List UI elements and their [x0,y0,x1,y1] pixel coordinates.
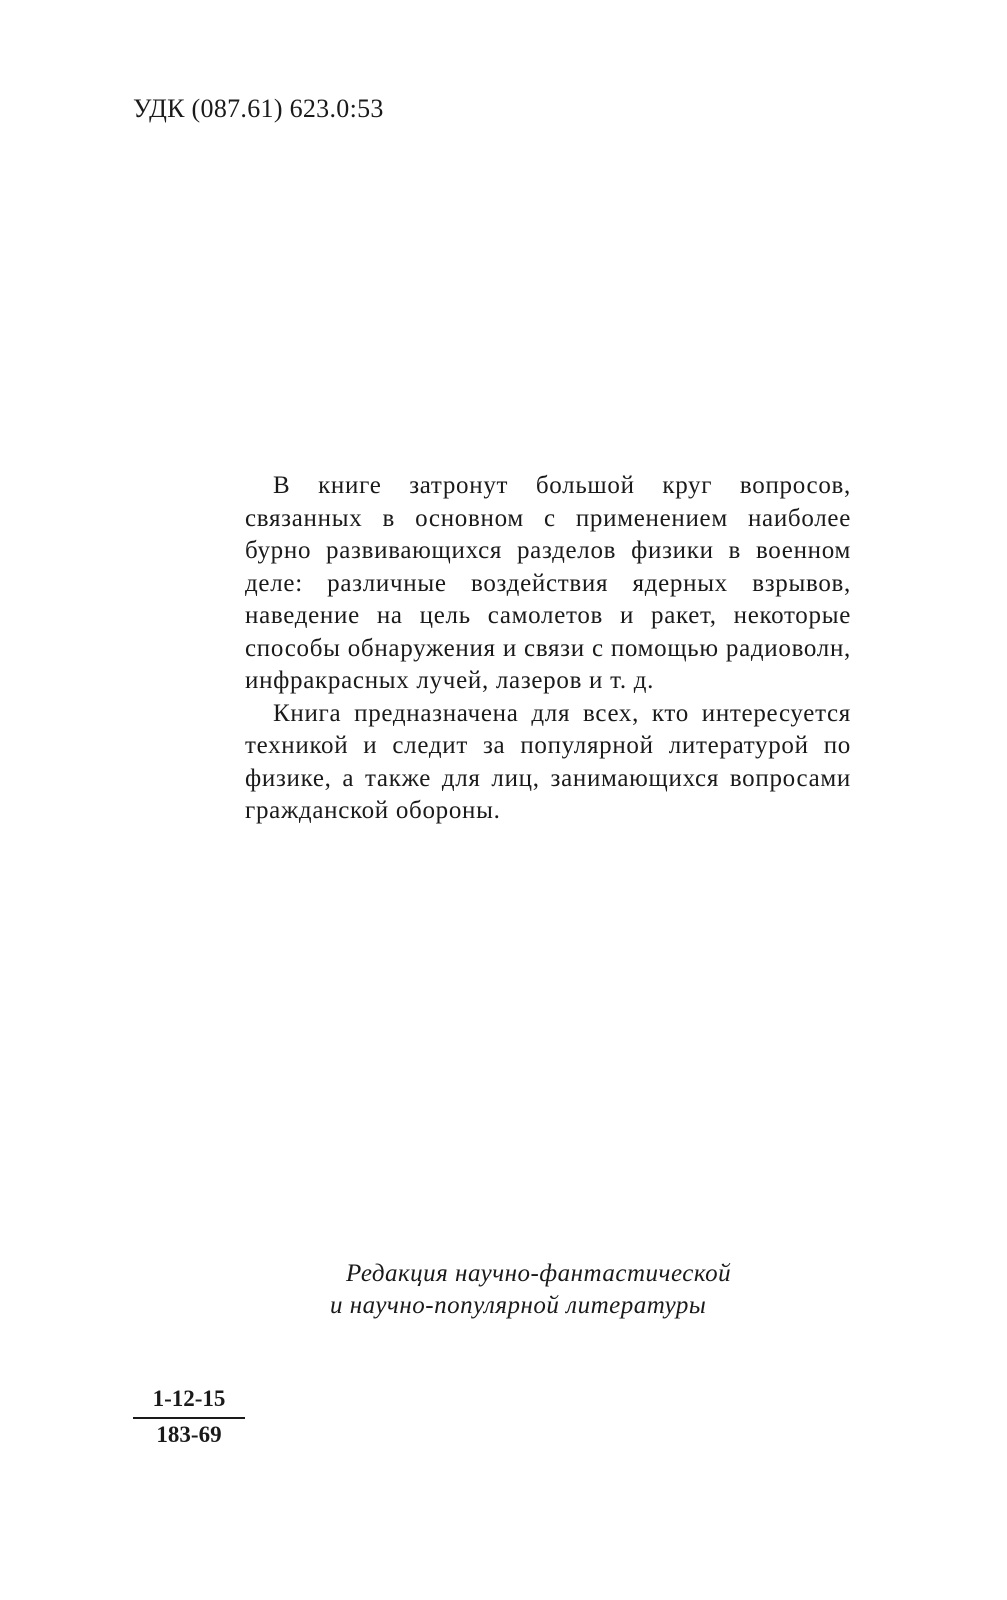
annotation-paragraph: Книга предназначена для всех, кто интересуется техникой и следит за популярной литературой по физике, а также для лиц, занимающихся вопросами гражданской обороны. [245,699,851,824]
annotation-paragraph: В книге затронут большой круг вопросов, связанных в основном с применением наиболее бурно развивающихся разделов физики в военном деле: различные воздействия ядерных взрывов, наведение на цель самолетов и ракет, некоторые способы обнаружения и связи с помощью радиоволн, инфракрасных лучей, лазеров и т. д. [245,472,851,694]
index-code-numerator: 1-12-15 [152,1386,226,1411]
book-annotation [245,470,851,828]
udk-classification: УДК (087.61) 623.0:53 [133,94,384,123]
editorial-office [330,1258,760,1322]
publisher-index-code [133,1385,245,1449]
editorial-line: и научно-популярной литературы [330,1292,707,1319]
editorial-line: Редакция научно-фантастической [346,1260,732,1287]
index-code-denominator: 183-69 [133,1417,245,1449]
